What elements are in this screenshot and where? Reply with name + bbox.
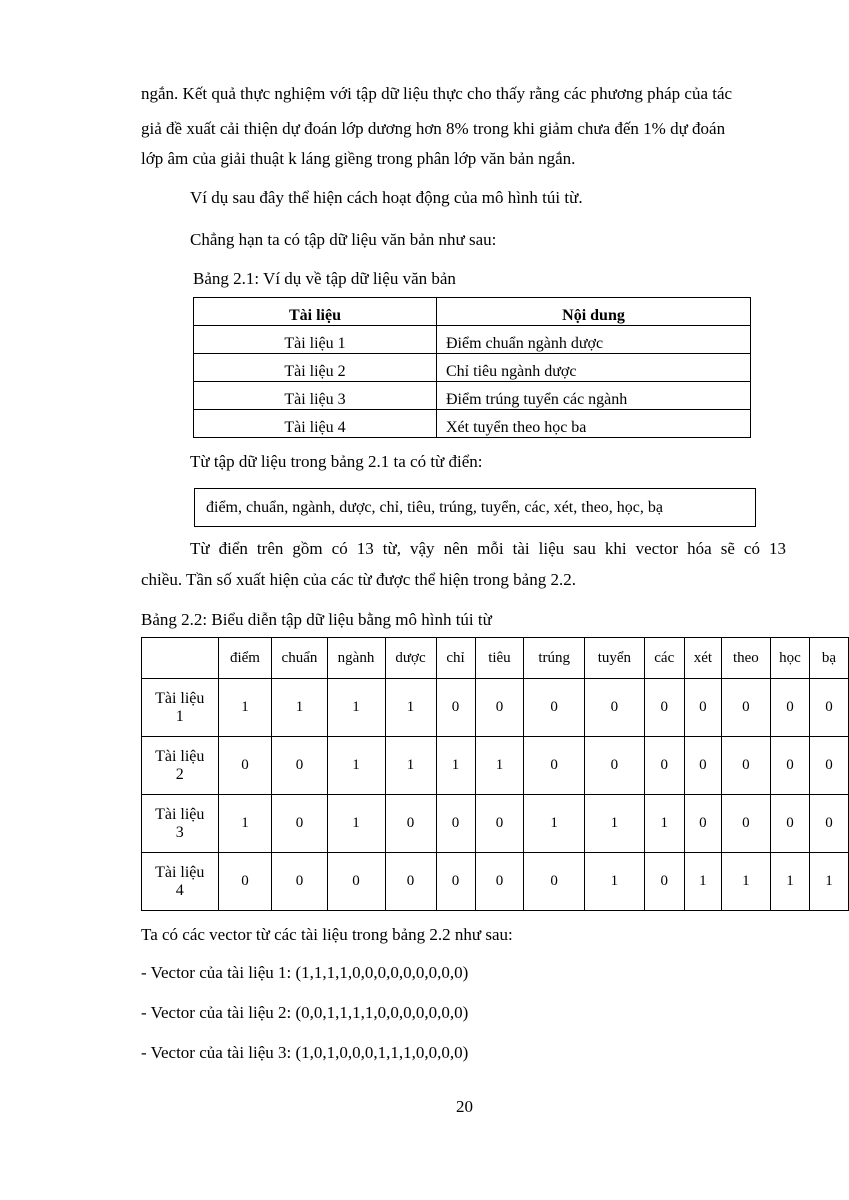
row-label-text: Tài liệu (155, 805, 205, 823)
table2-cell: 0 (644, 737, 684, 795)
dictionary-intro: Từ tập dữ liệu trong bảng 2.1 ta có từ điển: (190, 452, 483, 471)
table1-cell-document: Tài liệu 1 (194, 326, 437, 354)
table2-cell: 0 (684, 795, 721, 853)
table-row (142, 795, 849, 853)
table2-cell: 0 (436, 795, 475, 853)
table2-cell: 0 (770, 737, 809, 795)
table2-cell: 0 (218, 853, 272, 911)
vector-line: - Vector của tài liệu 1: (1,1,1,1,0,0,0,0,0,0,0,0,0) (141, 963, 469, 982)
table-row (142, 737, 849, 795)
table2-cell: 0 (721, 737, 770, 795)
row-label-text: Tài liệu (155, 689, 205, 707)
row-label-number: 1 (175, 707, 184, 725)
table2-caption: Bảng 2.2: Biểu diễn tập dữ liệu bằng mô hình túi từ (141, 610, 492, 629)
table2-cell: 1 (584, 795, 644, 853)
table2-header-term: theo (721, 638, 770, 679)
table-row (194, 410, 751, 438)
table2-header-term: học (770, 638, 809, 679)
table2-cell: 1 (272, 679, 327, 737)
intro-line-1: ngắn. Kết quả thực nghiệm với tập dữ liệu thực cho thấy rằng các phương pháp của tác (141, 84, 733, 103)
table2-cell: 1 (721, 853, 770, 911)
table-row (194, 354, 751, 382)
table2-cell: 0 (524, 737, 585, 795)
table1-header-content: Nội dung (437, 298, 751, 326)
table2-cell: 0 (272, 795, 327, 853)
dimensions-line-1: Từ điển trên gồm có 13 từ, vậy nên mỗi tài liệu sau khi vector hóa sẽ có 13 (190, 539, 786, 558)
table2-cell: 0 (721, 795, 770, 853)
table2-cell: 0 (810, 795, 849, 853)
table2-header-term: dược (385, 638, 436, 679)
table2-cell: 0 (385, 853, 436, 911)
table2-header-term: chỉ (436, 638, 475, 679)
table2-cell: 0 (385, 795, 436, 853)
table2-cell: 1 (644, 795, 684, 853)
table2-cell: 0 (584, 737, 644, 795)
table2-row-label (142, 679, 219, 737)
row-label-text: Tài liệu (155, 863, 205, 881)
table1-cell-document: Tài liệu 2 (194, 354, 437, 382)
table-bag-of-words (141, 637, 849, 911)
table2-cell: 0 (584, 679, 644, 737)
table2-header-term: các (644, 638, 684, 679)
table2-header-term: tuyển (584, 638, 644, 679)
intro-line-2: giả đề xuất cải thiện dự đoán lớp dương hơn 8% trong khi giảm chưa đến 1% dự đoán (141, 119, 726, 138)
table2-cell: 0 (272, 737, 327, 795)
table2-header-term: tiêu (475, 638, 524, 679)
vector-line: - Vector của tài liệu 3: (1,0,1,0,0,0,1,1,1,0,0,0,0) (141, 1043, 469, 1062)
table2-cell: 1 (770, 853, 809, 911)
dimensions-line-2: chiều. Tần số xuất hiện của các từ được thể hiện trong bảng 2.2. (141, 570, 576, 589)
vector-line: - Vector của tài liệu 2: (0,0,1,1,1,1,0,0,0,0,0,0,0) (141, 1003, 469, 1022)
table2-cell: 1 (436, 737, 475, 795)
table-text-dataset (193, 297, 751, 438)
table2-cell: 1 (385, 679, 436, 737)
table2-header-row (142, 638, 849, 679)
table2-cell: 1 (327, 795, 385, 853)
table2-row-label (142, 853, 219, 911)
table2-cell: 1 (475, 737, 524, 795)
table1-cell-content: Điểm chuẩn ngành dược (437, 326, 751, 354)
table1-header-document: Tài liệu (194, 298, 437, 326)
table2-header-term: ngành (327, 638, 385, 679)
intro-line-3: lớp âm của giải thuật k láng giềng trong phân lớp văn bản ngắn. (141, 149, 576, 168)
table-bag-of-words-container (141, 637, 849, 912)
table2-cell: 1 (524, 795, 585, 853)
table2-cell: 0 (327, 853, 385, 911)
table2-cell: 0 (810, 679, 849, 737)
paragraph-example: Ví dụ sau đây thể hiện cách hoạt động của mô hình túi từ. (190, 188, 583, 207)
vectors-intro: Ta có các vector từ các tài liệu trong bảng 2.2 như sau: (141, 925, 513, 944)
table2-header-term: chuẩn (272, 638, 327, 679)
table2-cell: 0 (218, 737, 272, 795)
table1-cell-document: Tài liệu 4 (194, 410, 437, 438)
table2-cell: 0 (810, 737, 849, 795)
table2-cell: 0 (721, 679, 770, 737)
table2-cell: 0 (475, 853, 524, 911)
table2-cell: 1 (218, 795, 272, 853)
table-row (194, 382, 751, 410)
table2-cell: 0 (524, 679, 585, 737)
table1-cell-content: Xét tuyển theo học ba (437, 410, 751, 438)
table2-cell: 1 (385, 737, 436, 795)
row-label-text: Tài liệu (155, 747, 205, 765)
table2-cell: 0 (436, 679, 475, 737)
table-row (142, 853, 849, 911)
table2-cell: 0 (644, 679, 684, 737)
table2-cell: 0 (770, 795, 809, 853)
table2-row-label (142, 737, 219, 795)
table1-cell-document: Tài liệu 3 (194, 382, 437, 410)
table2-cell: 0 (684, 737, 721, 795)
table2-cell: 1 (810, 853, 849, 911)
table-row (194, 326, 751, 354)
page-number: 20 (456, 1097, 473, 1116)
table1-header-row (194, 298, 751, 326)
table2-cell: 1 (218, 679, 272, 737)
row-label-number: 3 (175, 823, 184, 841)
table1-cell-content: Chỉ tiêu ngành dược (437, 354, 751, 382)
table2-cell: 0 (475, 795, 524, 853)
paragraph-dataset: Chẳng hạn ta có tập dữ liệu văn bản như sau: (190, 230, 497, 249)
table2-cell: 0 (684, 679, 721, 737)
dictionary-box: điểm, chuẩn, ngành, dược, chỉ, tiêu, trúng, tuyển, các, xét, theo, học, bạ (194, 488, 756, 527)
table2-corner-cell (142, 638, 219, 679)
table2-cell: 0 (272, 853, 327, 911)
table2-cell: 1 (584, 853, 644, 911)
row-label-number: 4 (175, 881, 184, 899)
table2-header-term: trúng (524, 638, 585, 679)
table2-header-term: xét (684, 638, 721, 679)
table2-header-term: bạ (810, 638, 849, 679)
table2-row-label (142, 795, 219, 853)
table2-header-term: điểm (218, 638, 272, 679)
table2-cell: 1 (684, 853, 721, 911)
table2-cell: 0 (524, 853, 585, 911)
table2-cell: 0 (644, 853, 684, 911)
table2-cell: 1 (327, 737, 385, 795)
table2-cell: 0 (770, 679, 809, 737)
table2-cell: 0 (475, 679, 524, 737)
table-row (142, 679, 849, 737)
table1-cell-content: Điểm trúng tuyển các ngành (437, 382, 751, 410)
table2-cell: 1 (327, 679, 385, 737)
table1-caption: Bảng 2.1: Ví dụ về tập dữ liệu văn bản (193, 269, 456, 288)
row-label-number: 2 (175, 765, 184, 783)
table2-cell: 0 (436, 853, 475, 911)
